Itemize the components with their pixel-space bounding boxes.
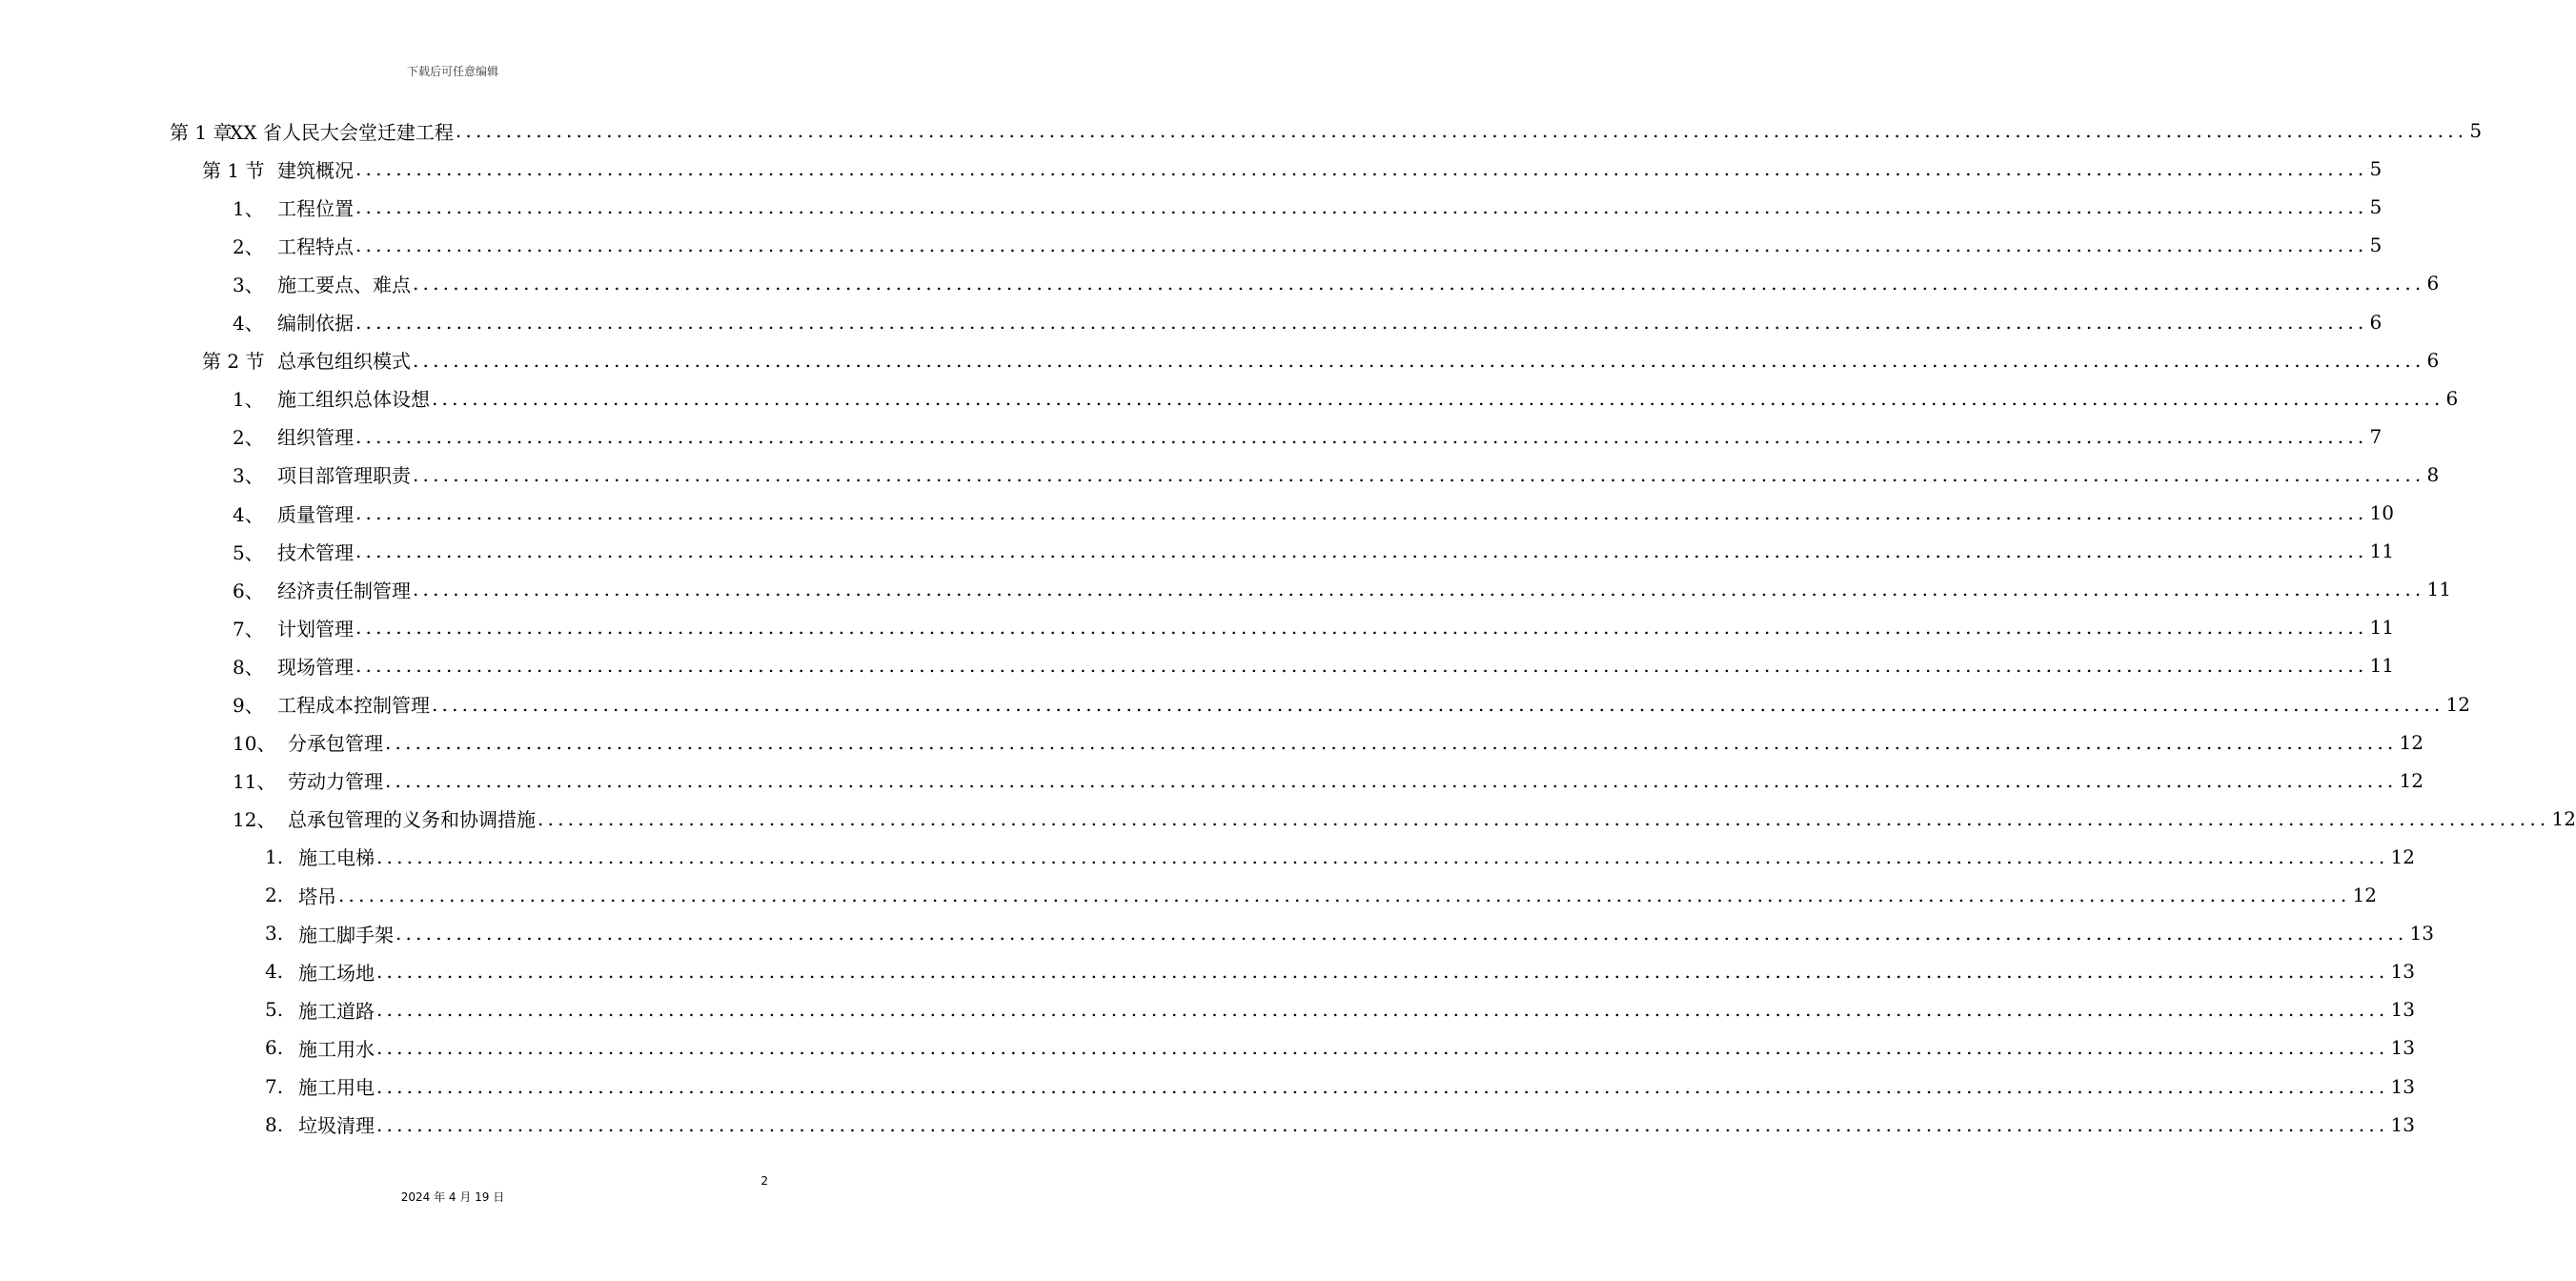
toc-dot-leader: ........................................................................................................................................................................................................ bbox=[355, 195, 2368, 219]
toc-entry-number: 4、 bbox=[233, 312, 264, 335]
toc-entry[interactable] bbox=[233, 685, 2470, 723]
toc-dot-leader: ........................................................................................................................................................................................................ bbox=[376, 960, 2389, 984]
toc-entry-number: 2、 bbox=[233, 234, 264, 258]
toc-entry-title: XX 省人民大会堂迁建工程 bbox=[230, 120, 454, 144]
toc-entry-page: 12 bbox=[2551, 806, 2576, 830]
toc-entry-title: 工程成本控制管理 bbox=[277, 694, 430, 717]
toc-entry-number: 第 1 节 bbox=[202, 158, 265, 182]
toc-entry-title: 现场管理 bbox=[277, 655, 354, 679]
toc-entry-number: 5、 bbox=[233, 540, 264, 564]
toc-entry-title: 编制依据 bbox=[277, 312, 354, 335]
toc-entry[interactable] bbox=[233, 762, 2424, 800]
toc-entry-page: 11 bbox=[2369, 654, 2394, 678]
toc-dot-leader: ........................................................................................................................................................................................................ bbox=[376, 1036, 2389, 1060]
toc-dot-leader: ........................................................................................................................................................................................................ bbox=[413, 578, 2425, 601]
toc-entry[interactable] bbox=[233, 456, 2440, 494]
toc-entry[interactable] bbox=[170, 112, 2483, 150]
toc-entry-title: 总承包组织模式 bbox=[277, 350, 411, 374]
toc-entry-title: 质量管理 bbox=[277, 502, 354, 526]
toc-dot-leader: ........................................................................................................................................................................................................ bbox=[376, 1112, 2389, 1136]
toc-entry-page: 12 bbox=[2352, 884, 2377, 906]
toc-dot-leader: ........................................................................................................................................................................................................ bbox=[385, 730, 2398, 754]
toc-entry[interactable] bbox=[233, 226, 2383, 264]
toc-entry[interactable] bbox=[233, 188, 2383, 226]
toc-dot-leader: ........................................................................................................................................................................................................ bbox=[432, 692, 2444, 716]
toc-entry-title: 工程位置 bbox=[277, 196, 354, 220]
toc-entry-title: 工程特点 bbox=[277, 234, 354, 258]
toc-entry-number: 3、 bbox=[233, 273, 264, 296]
toc-entry[interactable] bbox=[233, 723, 2424, 762]
toc-dot-leader: ........................................................................................................................................................................................................ bbox=[355, 539, 2368, 563]
toc-entry[interactable] bbox=[265, 1028, 2415, 1067]
toc-entry-title: 施工道路 bbox=[298, 999, 375, 1023]
toc-entry-number: 第 2 节 bbox=[202, 350, 265, 374]
toc-entry-title: 施工脚手架 bbox=[298, 923, 394, 946]
toc-dot-leader: ........................................................................................................................................................................................................ bbox=[385, 768, 2398, 792]
toc-dot-leader: ........................................................................................................................................................................................................ bbox=[376, 844, 2389, 868]
toc-entry-title: 施工用水 bbox=[298, 1037, 375, 1061]
toc-entry[interactable] bbox=[233, 494, 2394, 532]
page-number: 2 bbox=[761, 1174, 768, 1188]
page-header: 下载后可任意编辑 bbox=[406, 65, 498, 78]
toc-entry-title: 施工用电 bbox=[298, 1076, 375, 1099]
footer-date: 2024 年 4 月 19 日 bbox=[400, 1190, 505, 1204]
toc-dot-leader: ........................................................................................................................................................................................................ bbox=[396, 922, 2408, 946]
toc-entry-page: 5 bbox=[2369, 157, 2383, 181]
toc-entry-number: 12、 bbox=[233, 808, 276, 832]
toc-dot-leader: ........................................................................................................................................................................................................ bbox=[355, 616, 2368, 640]
toc-entry-title: 施工电梯 bbox=[298, 846, 375, 870]
toc-entry-number: 2. bbox=[265, 884, 284, 906]
toc-entry-page: 6 bbox=[2369, 310, 2383, 334]
toc-entry-title: 施工场地 bbox=[298, 961, 375, 985]
toc-entry-title: 建筑概况 bbox=[277, 158, 354, 182]
toc-dot-leader: ........................................................................................................................................................................................................ bbox=[413, 272, 2425, 295]
toc-entry-title: 总承包管理的义务和协调措施 bbox=[288, 808, 536, 832]
toc-entry-page: 12 bbox=[2399, 768, 2424, 792]
toc-entry[interactable] bbox=[265, 876, 2377, 914]
toc-entry-number: 4、 bbox=[233, 502, 264, 526]
toc-entry[interactable] bbox=[233, 303, 2383, 341]
toc-entry-page: 8 bbox=[2426, 462, 2440, 486]
toc-dot-leader: ........................................................................................................................................................................................................ bbox=[355, 157, 2368, 181]
toc-entry-title: 组织管理 bbox=[277, 426, 354, 450]
toc-entry-number: 11、 bbox=[233, 770, 276, 794]
toc-entry-number: 7、 bbox=[233, 617, 264, 640]
toc-entry-number: 第 1 章 bbox=[170, 120, 233, 144]
toc-dot-leader: ........................................................................................................................................................................................................ bbox=[355, 654, 2368, 678]
toc-entry-page: 7 bbox=[2369, 424, 2383, 448]
toc-entry-page: 13 bbox=[2390, 960, 2415, 984]
toc-dot-leader: ........................................................................................................................................................................................................ bbox=[338, 884, 2351, 906]
toc-entry-title: 施工组织总体设想 bbox=[277, 388, 430, 412]
toc-entry-number: 3. bbox=[265, 922, 284, 946]
toc-entry-number: 7. bbox=[265, 1074, 284, 1098]
toc-dot-leader: ........................................................................................................................................................................................................ bbox=[413, 348, 2425, 372]
toc-entry-number: 8. bbox=[265, 1112, 284, 1136]
toc-dot-leader: ........................................................................................................................................................................................................ bbox=[355, 310, 2368, 334]
toc-entry-page: 13 bbox=[2390, 1112, 2415, 1136]
toc-entry-title: 项目部管理职责 bbox=[277, 464, 411, 488]
toc-entry-page: 11 bbox=[2369, 539, 2394, 563]
toc-entry-page: 6 bbox=[2426, 272, 2440, 295]
toc-entry-number: 6、 bbox=[233, 579, 264, 602]
toc-entry[interactable] bbox=[233, 608, 2394, 646]
toc-entry-number: 9、 bbox=[233, 694, 264, 717]
toc-entry[interactable] bbox=[265, 1106, 2415, 1144]
toc-entry[interactable] bbox=[202, 150, 2383, 188]
toc-entry-page: 13 bbox=[2409, 922, 2434, 946]
toc-dot-leader: ........................................................................................................................................................................................................ bbox=[355, 234, 2368, 257]
toc-entry-number: 3、 bbox=[233, 464, 264, 488]
toc-dot-leader: ........................................................................................................................................................................................................ bbox=[376, 1074, 2389, 1098]
toc-entry-page: 6 bbox=[2445, 386, 2459, 410]
toc-entry-page: 12 bbox=[2445, 692, 2470, 716]
toc-entry-number: 2、 bbox=[233, 426, 264, 450]
toc-entry-title: 计划管理 bbox=[277, 617, 354, 640]
toc-entry-number: 4. bbox=[265, 960, 284, 984]
toc-entry[interactable] bbox=[233, 417, 2383, 456]
toc-entry-title: 技术管理 bbox=[277, 540, 354, 564]
toc-entry-page: 5 bbox=[2369, 234, 2383, 257]
toc-entry[interactable] bbox=[233, 800, 2576, 838]
toc-entry-page: 13 bbox=[2390, 1074, 2415, 1098]
toc-entry[interactable] bbox=[233, 264, 2440, 302]
toc-entry-title: 劳动力管理 bbox=[288, 770, 383, 794]
toc-dot-leader: ........................................................................................................................................................................................................ bbox=[355, 501, 2368, 524]
toc-entry-number: 6. bbox=[265, 1036, 284, 1060]
toc-entry-number: 8、 bbox=[233, 655, 264, 679]
toc-entry-page: 11 bbox=[2369, 616, 2394, 640]
toc-dot-leader: ........................................................................................................................................................................................................ bbox=[455, 119, 2468, 142]
toc-entry-page: 13 bbox=[2390, 998, 2415, 1022]
toc-entry[interactable] bbox=[233, 379, 2459, 417]
toc-entry[interactable] bbox=[233, 570, 2451, 608]
toc-entry[interactable] bbox=[265, 1068, 2415, 1106]
toc-entry-title: 经济责任制管理 bbox=[277, 579, 411, 602]
toc-entry[interactable] bbox=[202, 341, 2440, 379]
toc-dot-leader: ........................................................................................................................................................................................................ bbox=[355, 424, 2368, 448]
toc-entry-page: 5 bbox=[2369, 195, 2383, 219]
toc-entry-page: 12 bbox=[2390, 844, 2415, 868]
toc-dot-leader: ........................................................................................................................................................................................................ bbox=[432, 386, 2444, 410]
toc-dot-leader: ........................................................................................................................................................................................................ bbox=[413, 462, 2425, 486]
toc-entry[interactable] bbox=[265, 914, 2434, 952]
toc-entry-number: 1、 bbox=[233, 196, 264, 220]
toc-entry-title: 塔吊 bbox=[298, 884, 336, 908]
toc-entry-number: 1、 bbox=[233, 388, 264, 412]
toc-dot-leader: ........................................................................................................................................................................................................ bbox=[538, 806, 2550, 830]
toc-entry[interactable] bbox=[265, 838, 2415, 876]
toc-entry[interactable] bbox=[233, 532, 2394, 570]
toc-entry[interactable] bbox=[265, 952, 2415, 990]
toc-entry[interactable] bbox=[265, 990, 2415, 1028]
toc-entry-title: 分承包管理 bbox=[288, 732, 383, 756]
toc-entry-number: 1. bbox=[265, 844, 284, 868]
toc-entry-page: 10 bbox=[2369, 501, 2394, 524]
toc-entry-page: 11 bbox=[2426, 578, 2451, 601]
toc-entry-number: 10、 bbox=[233, 732, 276, 756]
toc-entry-page: 13 bbox=[2390, 1036, 2415, 1060]
toc-entry-page: 12 bbox=[2399, 730, 2424, 754]
toc-entry[interactable] bbox=[233, 646, 2394, 684]
toc-entry-page: 6 bbox=[2426, 348, 2440, 372]
toc-entry-number: 5. bbox=[265, 998, 284, 1022]
toc-entry-title: 施工要点、难点 bbox=[277, 273, 411, 296]
toc-entry-page: 5 bbox=[2469, 119, 2483, 142]
toc-entry-title: 垃圾清理 bbox=[298, 1114, 375, 1138]
toc-dot-leader: ........................................................................................................................................................................................................ bbox=[376, 998, 2389, 1022]
